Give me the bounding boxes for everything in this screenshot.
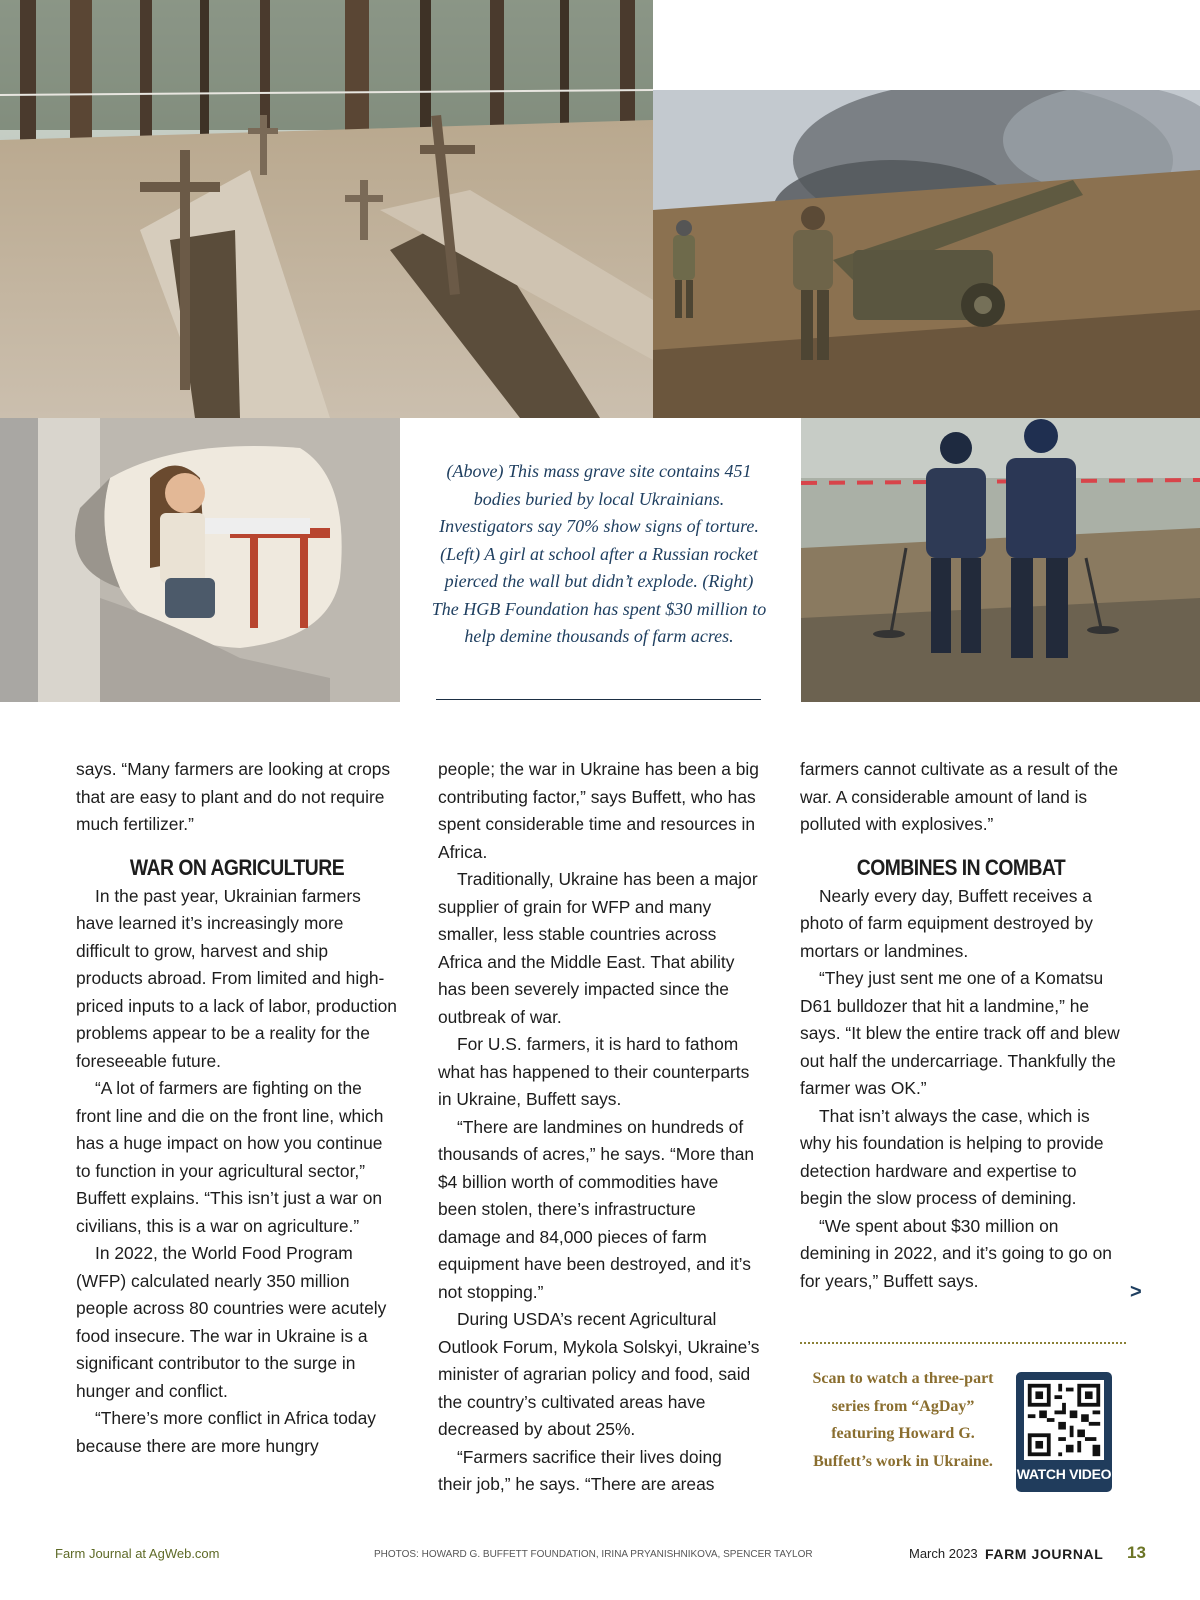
caption-divider — [436, 699, 761, 700]
photo-girl-at-school — [0, 418, 400, 702]
article-column-1 — [76, 756, 398, 1460]
promo-text: Scan to watch a three-part series from “AgDay” featuring Howard G. Buffett’s work in Ukraine. — [812, 1370, 994, 1470]
photo-deminers — [801, 418, 1200, 702]
paragraph: says. “Many farmers are looking at crops that are easy to plant and do not require much fertilizer.” — [76, 759, 391, 834]
paragraph: In 2022, the World Food Program (WFP) calculated nearly 350 million people across 80 countries were acutely food insecure. The war in Ukraine is a significant contributor to the surge in hunger and conflict. — [76, 1243, 387, 1401]
magazine-name: FARM JOURNAL — [985, 1546, 1104, 1562]
promo-divider — [800, 1342, 1126, 1344]
watch-video-label[interactable]: WATCH VIDEO — [1016, 1466, 1112, 1482]
footer-website: Farm Journal at AgWeb.com — [55, 1546, 220, 1561]
photo-artillery — [653, 90, 1200, 418]
subheading-war-on-agriculture: WAR ON AGRICULTURE — [129, 854, 345, 880]
photo-credits: PHOTOS: HOWARD G. BUFFETT FOUNDATION, IRINA PRYANISHNIKOVA, SPENCER TAYLOR — [374, 1549, 813, 1560]
paragraph: farmers cannot cultivate as a result of the war. A considerable amount of land is polluted with explosives.” — [800, 759, 1119, 834]
paragraph: That isn’t always the case, which is why his foundation is helping to provide detection hardware and expertise to begin the slow process of demining. — [800, 1105, 1104, 1208]
paragraph: people; the war in Ukraine has been a big contributing factor,” says Buffett, who has spent considerable time and resources in Africa. — [438, 759, 759, 862]
continue-arrow-icon: > — [1130, 1281, 1142, 1303]
photo-caption: (Above) This mass grave site contains 451 bodies buried by local Ukrainians. Investigators say 70% show signs of torture. (Left) A girl at school after a Russian rocket pierced the wall but didn’t explode. (Right) The HGB Foundation has spent $30 million to help demine thousands of farm acres. — [431, 461, 767, 646]
paragraph: “There are landmines on hundreds of thousands of acres,” he says. “More than $4 billion worth of commodities have been stolen, there’s infrastructure damage and 84,000 pieces of farm equipment have been destroyed, and it’s not stopping.” — [438, 1116, 755, 1302]
paragraph: “We spent about $30 million on demining in 2022, and it’s going to go on for years,” Buffett says. — [800, 1215, 1112, 1291]
page-number: 13 — [1127, 1543, 1146, 1562]
paragraph: In the past year, Ukrainian farmers have learned it’s increasingly more difficult to grow, harvest and ship products abroad. From limited and high-priced inputs to a lack of labor, production problems appear to be a reality for the foreseeable future. — [76, 885, 397, 1071]
paragraph: Traditionally, Ukraine has been a major supplier of grain for WFP and many smaller, less stable countries across Africa and the Middle East. That ability has been severely impacted since the outbreak of war. — [438, 869, 758, 1027]
subheading-combines-in-combat: COMBINES IN COMBAT — [856, 854, 1066, 880]
paragraph: “A lot of farmers are fighting on the front line and die on the front line, which has a huge impact on how you continue to function in your agricultural sector,” Buffett explains. “This isn’t just a war on civilians, this is a war on agriculture.” — [76, 1078, 384, 1236]
paragraph: “They just sent me one of a Komatsu D61 bulldozer that hit a landmine,” he says. “It blew the entire track off and blew out half the undercarriage. Thankfully the farmer was OK.” — [800, 968, 1120, 1098]
article-column-2 — [438, 756, 760, 1499]
article-column-3 — [800, 756, 1122, 1295]
paragraph: For U.S. farmers, it is hard to fathom what has happened to their counterparts in Ukraine, Buffett says. — [438, 1034, 750, 1109]
issue-date: March 2023 — [909, 1546, 978, 1561]
paragraph: “There’s more conflict in Africa today because there are more hungry — [76, 1408, 376, 1456]
qr-code-icon[interactable] — [1024, 1380, 1104, 1460]
photo-mass-grave — [0, 0, 653, 418]
paragraph: “Farmers sacrifice their lives doing their job,” he says. “There are areas — [438, 1446, 722, 1494]
paragraph: During USDA’s recent Agricultural Outlook Forum, Mykola Solskyi, Ukraine’s minister of agrarian policy and food, said the country’s cultivated areas have decreased by about 25%. — [438, 1309, 760, 1439]
paragraph: Nearly every day, Buffett receives a photo of farm equipment destroyed by mortars or landmines. — [800, 885, 1093, 961]
watch-video-button[interactable] — [1016, 1372, 1112, 1492]
